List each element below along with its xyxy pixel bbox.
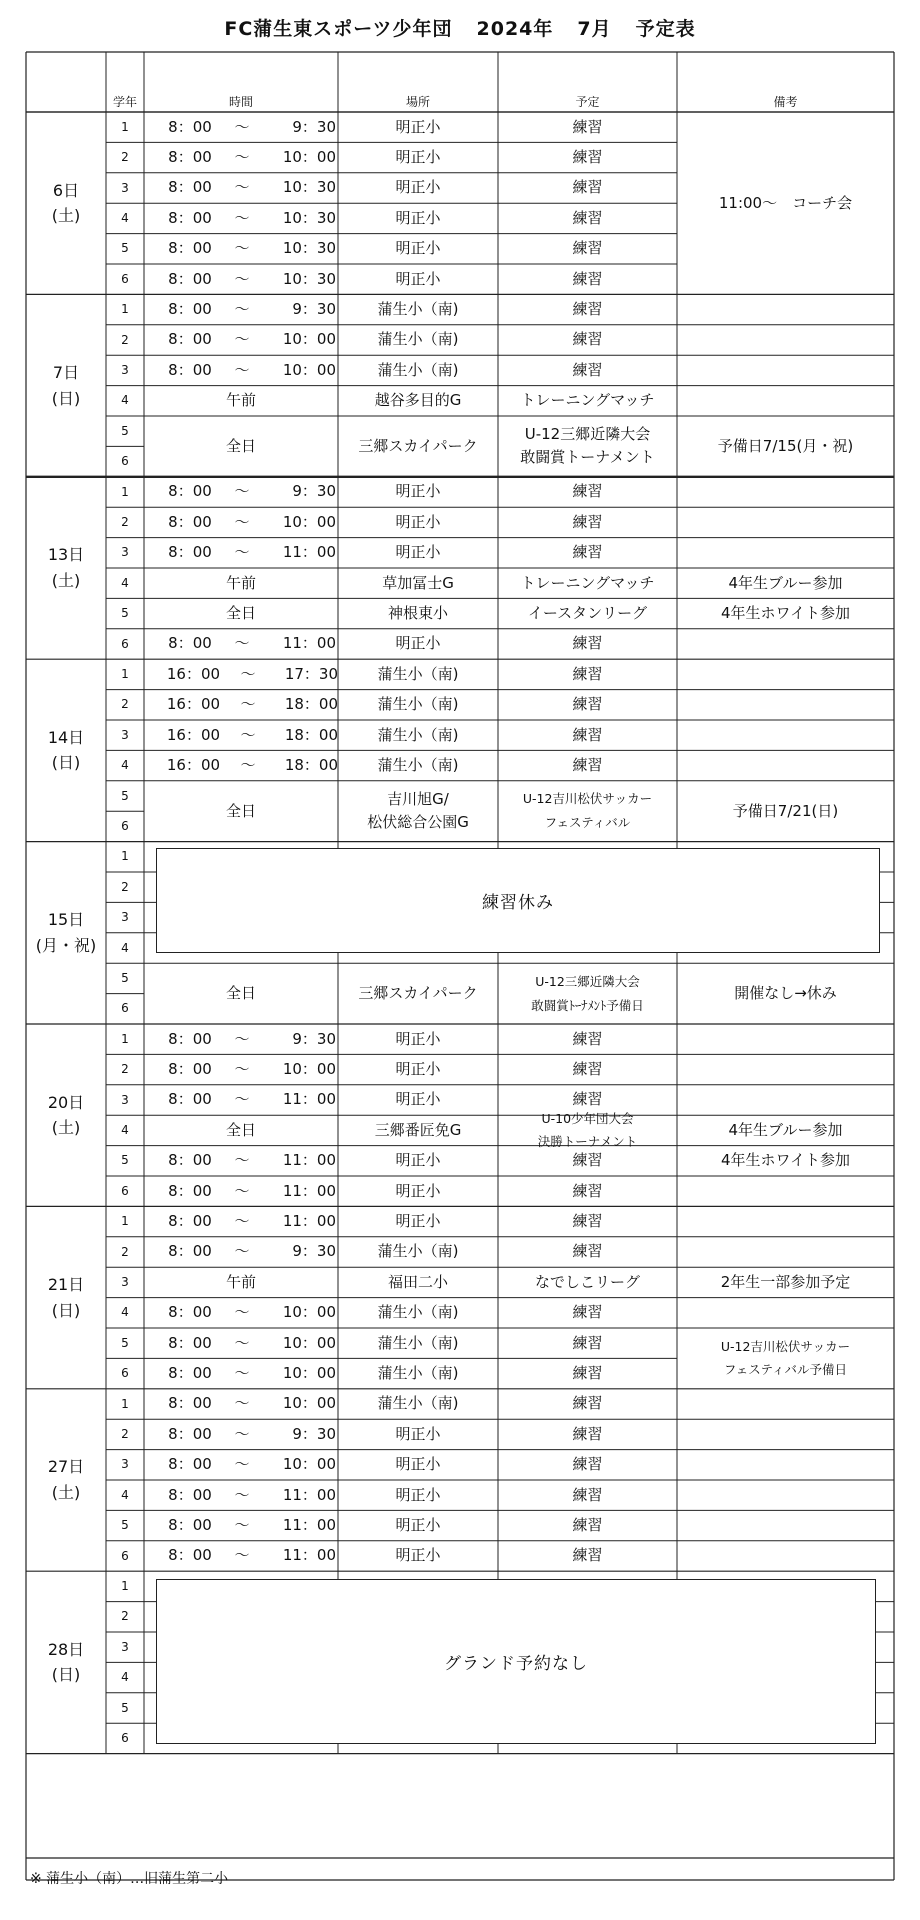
time-cell: 全日 xyxy=(225,603,256,622)
plan-cell: 練習 xyxy=(572,1059,603,1078)
place-cell: 越谷多目的G xyxy=(374,391,462,410)
grade-cell: 5 xyxy=(121,1153,129,1168)
place-cell: 明正小 xyxy=(395,1546,441,1565)
plan-cell: 練習 xyxy=(572,1424,603,1443)
day-label: 6日 (土) xyxy=(51,180,81,226)
grade-cell: 3 xyxy=(121,180,129,195)
plan-cell: 練習 xyxy=(572,725,603,744)
plan-cell: 練習 xyxy=(572,512,603,531)
plan-cell: イースタンリーグ xyxy=(527,603,648,622)
grade-cell: 3 xyxy=(121,1639,129,1654)
place-cell: 明正小 xyxy=(395,208,441,227)
plan-cell: 練習 xyxy=(572,269,603,288)
plan-cell: 練習 xyxy=(572,299,603,318)
plan-cell: 練習 xyxy=(572,1303,603,1322)
day-label: 28日 (日) xyxy=(47,1639,85,1685)
plan-cell: トレーニングマッチ xyxy=(520,573,655,592)
plan-cell: なでしこリーグ xyxy=(534,1272,640,1291)
plan-cell: 練習 xyxy=(572,1181,603,1200)
time-cell: 8：00 ～ 10：00 xyxy=(168,360,336,379)
note-cell: 11:00～ コーチ会 xyxy=(718,193,853,212)
place-cell: 明正小 xyxy=(395,1090,441,1109)
place-cell: 明正小 xyxy=(395,634,441,653)
time-cell: 8：00 ～ 9：30 xyxy=(168,1242,336,1261)
time-cell: 8：00 ～ 10：00 xyxy=(168,1394,336,1413)
grade-cell: 6 xyxy=(121,1183,129,1198)
day-label: 21日 (日) xyxy=(47,1274,85,1320)
place-cell: 蒲生小（南) xyxy=(377,695,459,714)
time-cell: 8：00 ～ 9：30 xyxy=(168,1029,336,1048)
grade-cell: 1 xyxy=(121,1579,129,1594)
time-cell: 8：00 ～ 10：00 xyxy=(168,330,336,349)
grade-cell: 3 xyxy=(121,727,129,742)
grade-cell: 3 xyxy=(121,1092,129,1107)
day-label: 20日 (土) xyxy=(47,1092,85,1138)
plan-cell: 練習 xyxy=(572,755,603,774)
note-cell: 4年生ブルー参加 xyxy=(728,1120,843,1139)
place-cell: 蒲生小（南) xyxy=(377,664,459,683)
time-cell: 8：00 ～ 10：00 xyxy=(168,1303,336,1322)
grade-cell: 6 xyxy=(121,1731,129,1746)
grade-cell: 5 xyxy=(121,423,129,438)
grade-cell: 1 xyxy=(121,849,129,864)
grade-cell: 5 xyxy=(121,606,129,621)
grade-cell: 1 xyxy=(121,1031,129,1046)
note-cell: 4年生ブルー参加 xyxy=(728,573,843,592)
plan-cell: 練習 xyxy=(572,482,603,501)
grade-cell: 6 xyxy=(121,454,129,469)
grade-cell: 2 xyxy=(121,1609,129,1624)
footer-note: ※ 蒲生小（南）…旧蒲生第二小 xyxy=(30,1871,229,1887)
place-cell: 蒲生小（南) xyxy=(377,1394,459,1413)
grade-cell: 2 xyxy=(121,332,129,347)
grade-cell: 4 xyxy=(121,940,129,955)
place-cell: 明正小 xyxy=(395,1515,441,1534)
plan-cell: 練習 xyxy=(572,695,603,714)
place-cell: 神根東小 xyxy=(387,603,448,622)
place-cell: 明正小 xyxy=(395,1485,441,1504)
plan-cell: 練習 xyxy=(572,1546,603,1565)
place-cell: 明正小 xyxy=(395,1059,441,1078)
time-cell: 午前 xyxy=(225,391,256,410)
place-cell: 福田二小 xyxy=(387,1272,448,1291)
grade-cell: 6 xyxy=(121,271,129,286)
grade-cell: 1 xyxy=(121,484,129,499)
time-cell: 8：00 ～ 11：00 xyxy=(168,1515,336,1534)
day-label: 15日 (月・祝) xyxy=(35,910,97,955)
place-cell: 蒲生小（南) xyxy=(377,299,459,318)
time-cell: 全日 xyxy=(225,983,256,1002)
header-notes: 備考 xyxy=(773,95,798,110)
day-label: 13日 (土) xyxy=(47,545,85,590)
rest-notice-box: 練習休み xyxy=(156,848,880,954)
place-cell: 明正小 xyxy=(395,1211,441,1230)
grade-cell: 3 xyxy=(121,545,129,560)
time-cell: 全日 xyxy=(225,801,256,820)
place-cell: 蒲生小（南) xyxy=(377,1242,459,1261)
grade-cell: 3 xyxy=(121,910,129,925)
grade-cell: 2 xyxy=(121,150,129,165)
place-cell: 明正小 xyxy=(395,1181,441,1200)
time-cell: 8：00 ～ 11：00 xyxy=(168,543,336,562)
place-cell: 蒲生小（南) xyxy=(377,755,459,774)
plan-cell: 練習 xyxy=(572,1242,603,1261)
plan-cell: 練習 xyxy=(572,1394,603,1413)
place-cell: 吉川旭G/ 松伏総合公園G xyxy=(367,789,469,832)
note-cell: 4年生ホワイト参加 xyxy=(720,603,851,622)
title-month: 7月 xyxy=(577,18,612,40)
plan-cell: U-12三郷近隣大会 敢闘賞トーナメント xyxy=(520,425,655,467)
time-cell: 16：00 ～ 18：00 xyxy=(166,755,338,774)
plan-cell: 練習 xyxy=(572,360,603,379)
day-label: 7日 (日) xyxy=(51,362,81,408)
time-cell: 8：00 ～ 10：30 xyxy=(168,178,336,197)
place-cell: 蒲生小（南) xyxy=(377,1333,459,1352)
time-cell: 8：00 ～ 9：30 xyxy=(168,1424,336,1443)
place-cell: 蒲生小（南) xyxy=(377,330,459,349)
grade-cell: 2 xyxy=(121,515,129,530)
grade-cell: 6 xyxy=(121,1548,129,1563)
time-cell: 8：00 ～ 11：00 xyxy=(168,1485,336,1504)
grade-cell: 4 xyxy=(121,1123,129,1138)
header-plan: 予定 xyxy=(575,95,600,110)
plan-cell: 練習 xyxy=(572,1151,603,1170)
grade-cell: 5 xyxy=(121,1700,129,1715)
time-cell: 8：00 ～ 11：00 xyxy=(168,1546,336,1565)
grade-cell: 5 xyxy=(121,788,129,803)
grade-cell: 1 xyxy=(121,667,129,682)
time-cell: 8：00 ～ 10：00 xyxy=(168,1333,336,1352)
title-label: 予定表 xyxy=(635,18,696,40)
grade-cell: 5 xyxy=(121,971,129,986)
grade-cell: 6 xyxy=(121,1001,129,1016)
plan-cell: 練習 xyxy=(572,1211,603,1230)
grade-cell: 6 xyxy=(121,636,129,651)
place-cell: 明正小 xyxy=(395,543,441,562)
title-year: 2024年 xyxy=(476,18,554,40)
header-place: 場所 xyxy=(405,95,430,110)
grade-cell: 2 xyxy=(121,697,129,712)
grade-cell: 1 xyxy=(121,302,129,317)
time-cell: 午前 xyxy=(225,573,256,592)
grade-cell: 2 xyxy=(121,879,129,894)
time-cell: 全日 xyxy=(225,436,256,455)
grade-cell: 5 xyxy=(121,241,129,256)
plan-cell: 練習 xyxy=(572,1029,603,1048)
time-cell: 8：00 ～ 10：30 xyxy=(168,239,336,258)
place-cell: 蒲生小（南) xyxy=(377,360,459,379)
place-cell: 明正小 xyxy=(395,117,441,136)
time-cell: 8：00 ～ 10：30 xyxy=(168,269,336,288)
grade-cell: 5 xyxy=(121,1518,129,1533)
time-cell: 8：00 ～ 10：00 xyxy=(168,147,336,166)
title-club: FC蒲生東スポーツ少年団 xyxy=(224,18,453,40)
place-cell: 草加冨士G xyxy=(382,573,454,592)
grade-cell: 6 xyxy=(121,1366,129,1381)
time-cell: 8：00 ～ 11：00 xyxy=(168,1211,336,1230)
place-cell: 明正小 xyxy=(395,178,441,197)
time-cell: 8：00 ～ 10：00 xyxy=(168,1455,336,1474)
grade-cell: 4 xyxy=(121,1305,129,1320)
no-ground-notice-box: グランド予約なし xyxy=(156,1579,876,1743)
time-cell: 16：00 ～ 17：30 xyxy=(166,664,338,683)
grade-cell: 1 xyxy=(121,119,129,134)
grade-cell: 6 xyxy=(121,819,129,834)
place-cell: 明正小 xyxy=(395,239,441,258)
grade-cell: 2 xyxy=(121,1062,129,1077)
grade-cell: 4 xyxy=(121,1670,129,1685)
plan-cell: 練習 xyxy=(572,330,603,349)
plan-cell: 練習 xyxy=(572,239,603,258)
time-cell: 全日 xyxy=(225,1120,256,1139)
time-cell: 8：00 ～ 11：00 xyxy=(168,634,336,653)
grade-cell: 3 xyxy=(121,363,129,378)
plan-cell: トレーニングマッチ xyxy=(520,391,655,410)
plan-cell: 練習 xyxy=(572,1485,603,1504)
place-cell: 明正小 xyxy=(395,1151,441,1170)
note-cell: 予備日7/15(月・祝) xyxy=(717,436,854,455)
plan-cell: 練習 xyxy=(572,147,603,166)
place-cell: 明正小 xyxy=(395,269,441,288)
note-cell: 4年生ホワイト参加 xyxy=(720,1151,851,1170)
grade-cell: 2 xyxy=(121,1427,129,1442)
time-cell: 8：00 ～ 9：30 xyxy=(168,117,336,136)
plan-cell: 練習 xyxy=(572,1090,603,1109)
plan-cell: U-10少年団大会 決勝トーナメント xyxy=(537,1110,638,1150)
place-cell: 三郷スカイパーク xyxy=(358,983,478,1002)
grade-cell: 2 xyxy=(121,1244,129,1259)
plan-cell: 練習 xyxy=(572,634,603,653)
header-grade: 学年 xyxy=(112,95,137,110)
note-cell: U-12吉川松伏サッカー フェスティバル予備日 xyxy=(720,1338,851,1378)
place-cell: 蒲生小（南) xyxy=(377,1363,459,1382)
time-cell: 16：00 ～ 18：00 xyxy=(166,695,338,714)
place-cell: 明正小 xyxy=(395,512,441,531)
plan-cell: U-12三郷近隣大会 敢闘賞ﾄｰﾅﾒﾝﾄ予備日 xyxy=(531,973,644,1013)
plan-cell: 練習 xyxy=(572,543,603,562)
header-time: 時間 xyxy=(228,95,253,110)
place-cell: 蒲生小（南) xyxy=(377,1303,459,1322)
place-cell: 明正小 xyxy=(395,147,441,166)
time-cell: 8：00 ～ 11：00 xyxy=(168,1090,336,1109)
place-cell: 三郷スカイパーク xyxy=(358,436,478,455)
grade-cell: 4 xyxy=(121,758,129,773)
grade-cell: 3 xyxy=(121,1457,129,1472)
time-cell: 16：00 ～ 18：00 xyxy=(166,725,338,744)
plan-cell: 練習 xyxy=(572,208,603,227)
time-cell: 8：00 ～ 10：00 xyxy=(168,1059,336,1078)
grade-cell: 4 xyxy=(121,393,129,408)
place-cell: 明正小 xyxy=(395,1029,441,1048)
plan-cell: 練習 xyxy=(572,178,603,197)
plan-cell: 練習 xyxy=(572,1333,603,1352)
place-cell: 明正小 xyxy=(395,1455,441,1474)
grade-cell: 5 xyxy=(121,1335,129,1350)
time-cell: 8：00 ～ 9：30 xyxy=(168,482,336,501)
grade-cell: 4 xyxy=(121,211,129,226)
plan-cell: 練習 xyxy=(572,1455,603,1474)
place-cell: 明正小 xyxy=(395,482,441,501)
time-cell: 8：00 ～ 9：30 xyxy=(168,299,336,318)
plan-cell: 練習 xyxy=(572,1515,603,1534)
time-cell: 8：00 ～ 11：00 xyxy=(168,1181,336,1200)
note-cell: 開催なし→休み xyxy=(734,983,837,1002)
grade-cell: 3 xyxy=(121,1275,129,1290)
day-label: 14日 (日) xyxy=(47,727,85,773)
time-cell: 8：00 ～ 10：00 xyxy=(168,1363,336,1382)
plan-cell: 練習 xyxy=(572,117,603,136)
place-cell: 蒲生小（南) xyxy=(377,725,459,744)
note-cell: 2年生一部参加予定 xyxy=(720,1272,851,1291)
grade-cell: 4 xyxy=(121,1487,129,1502)
time-cell: 8：00 ～ 10：30 xyxy=(168,208,336,227)
time-cell: 8：00 ～ 10：00 xyxy=(168,512,336,531)
plan-cell: 練習 xyxy=(572,664,603,683)
note-cell: 予備日7/21(日) xyxy=(732,801,839,820)
plan-cell: U-12吉川松伏サッカー フェスティバル xyxy=(522,791,653,831)
grade-cell: 1 xyxy=(121,1396,129,1411)
place-cell: 明正小 xyxy=(395,1424,441,1443)
day-label: 27日 (土) xyxy=(47,1457,85,1502)
grade-cell: 4 xyxy=(121,575,129,590)
place-cell: 三郷番匠免G xyxy=(374,1120,462,1139)
time-cell: 8：00 ～ 11：00 xyxy=(168,1151,336,1170)
time-cell: 午前 xyxy=(225,1272,256,1291)
plan-cell: 練習 xyxy=(572,1363,603,1382)
grade-cell: 1 xyxy=(121,1214,129,1229)
